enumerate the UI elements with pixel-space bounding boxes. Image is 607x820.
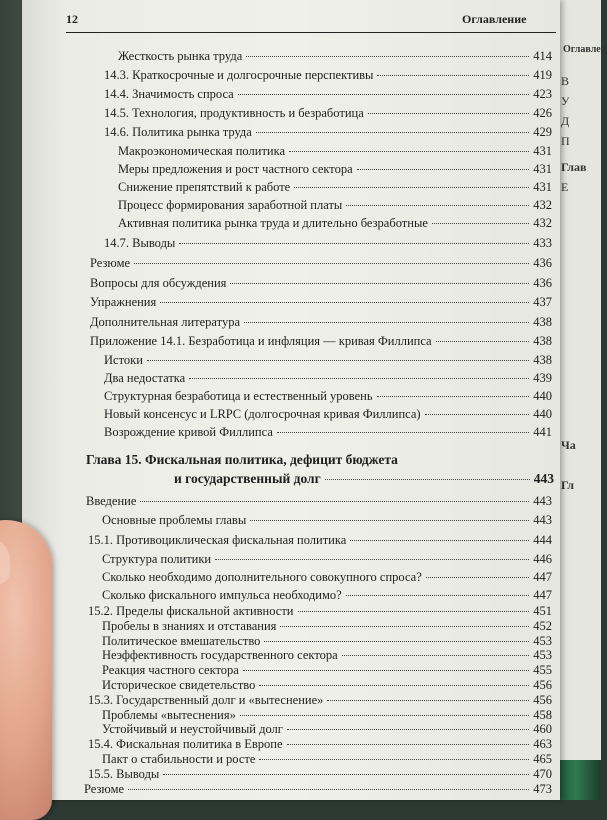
page-number: 12 (66, 12, 78, 26)
toc-entry: Макроэкономическая политика 431 (118, 144, 552, 158)
toc-entry: Резюме 436 (90, 256, 552, 270)
toc-entry: Пробелы в знаниях и отставания 452 (102, 618, 552, 633)
right-page-fragment: В (561, 74, 570, 88)
toc-entry: Структурная безработица и естественный уровень 440 (104, 389, 552, 403)
right-page-fragment: Глав (561, 160, 587, 174)
toc-entry: 14.5. Технология, продуктивность и безработица 426 (104, 106, 552, 120)
toc-entry: Историческое свидетельство 456 (102, 678, 552, 692)
toc-entry: Неэффективность государственного сектора 453 (102, 648, 552, 663)
toc-entry: Реакция частного сектора 455 (102, 663, 552, 678)
right-page-header: Оглавлен (563, 44, 607, 55)
toc-entry: Упражнения 437 (90, 295, 552, 309)
toc-entry: 15.2. Пределы фискальной активности 451 (88, 604, 552, 618)
toc-entry: Устойчивый и неустойчивый долг 460 (102, 722, 552, 737)
right-page-fragment: Ча (561, 438, 576, 452)
toc-entry: Приложение 14.1. Безработица и инфляция — кривая Филлипса 438 (90, 334, 552, 348)
toc-entry: Политическое вмешательство 453 (102, 633, 552, 648)
thumb (0, 520, 52, 820)
toc-entry: Введение 443 (86, 494, 552, 508)
toc-entry: 14.3. Краткосрочные и долгосрочные перспективы 419 (104, 68, 552, 82)
thumbnail (0, 538, 10, 584)
chapter-title: Глава 15. Фискальная политика, дефицит бюджета (86, 452, 398, 467)
toc-entry: Дополнительная литература 438 (90, 315, 552, 329)
table-of-contents (22, 0, 560, 800)
toc-entry: 14.4. Значимость спроса 423 (104, 87, 552, 101)
toc-entry: Структура политики 446 (102, 552, 552, 566)
toc-entry: Сколько необходимо дополнительного совокупного спроса? 447 (102, 570, 552, 584)
toc-entry: Сколько фискального импульса необходимо? 447 (102, 588, 552, 602)
right-page-fragment: Д (561, 114, 570, 128)
toc-entry: Основные проблемы главы 443 (102, 513, 552, 527)
book-page (22, 0, 560, 800)
toc-entry: Жесткость рынка труда 414 (118, 49, 552, 63)
toc-entry: Активная политика рынка труда и длительно безработные 432 (118, 216, 552, 230)
toc-entry: Истоки 438 (104, 353, 552, 367)
toc-entry: 14.6. Политика рынка труда 429 (104, 125, 552, 139)
toc-chapter-entry: и государственный долг 443 (174, 471, 554, 486)
toc-entry: 15.1. Противоциклическая фискальная политика 444 (88, 533, 552, 547)
toc-entry: Вопросы для обсуждения 436 (90, 276, 552, 290)
toc-entry: Два недостатка 439 (104, 371, 552, 385)
right-page (556, 0, 607, 760)
toc-entry: 15.3. Государственный долг и «вытеснение» 456 (88, 692, 552, 707)
toc-entry: Новый консенсус и LRPC (долгосрочная кривая Филлипса) 440 (104, 407, 552, 421)
right-page-fragment: П (561, 134, 570, 148)
toc-entry: Возрождение кривой Филлипса 441 (104, 425, 552, 439)
toc-entry: Пакт о стабильности и росте 465 (102, 752, 552, 766)
toc-entry: Резюме 473 (84, 781, 552, 796)
toc-entry: Процесс формирования заработной платы 432 (118, 198, 552, 212)
right-page-fragment: Е (561, 180, 569, 194)
toc-entry: 14.7. Выводы 433 (104, 236, 552, 250)
toc-entry: 15.4. Фискальная политика в Европе 463 (88, 737, 552, 752)
right-page-fragment: У (561, 94, 570, 108)
right-page-fragment: Гл (561, 478, 575, 492)
toc-entry: Снижение препятствий к работе 431 (118, 180, 552, 194)
toc-entry: Проблемы «вытеснения» 458 (102, 707, 552, 722)
running-head: Оглавление (462, 12, 527, 26)
toc-entry: 15.5. Выводы 470 (88, 766, 552, 781)
toc-entry: Меры предложения и рост частного сектора 431 (118, 162, 552, 176)
